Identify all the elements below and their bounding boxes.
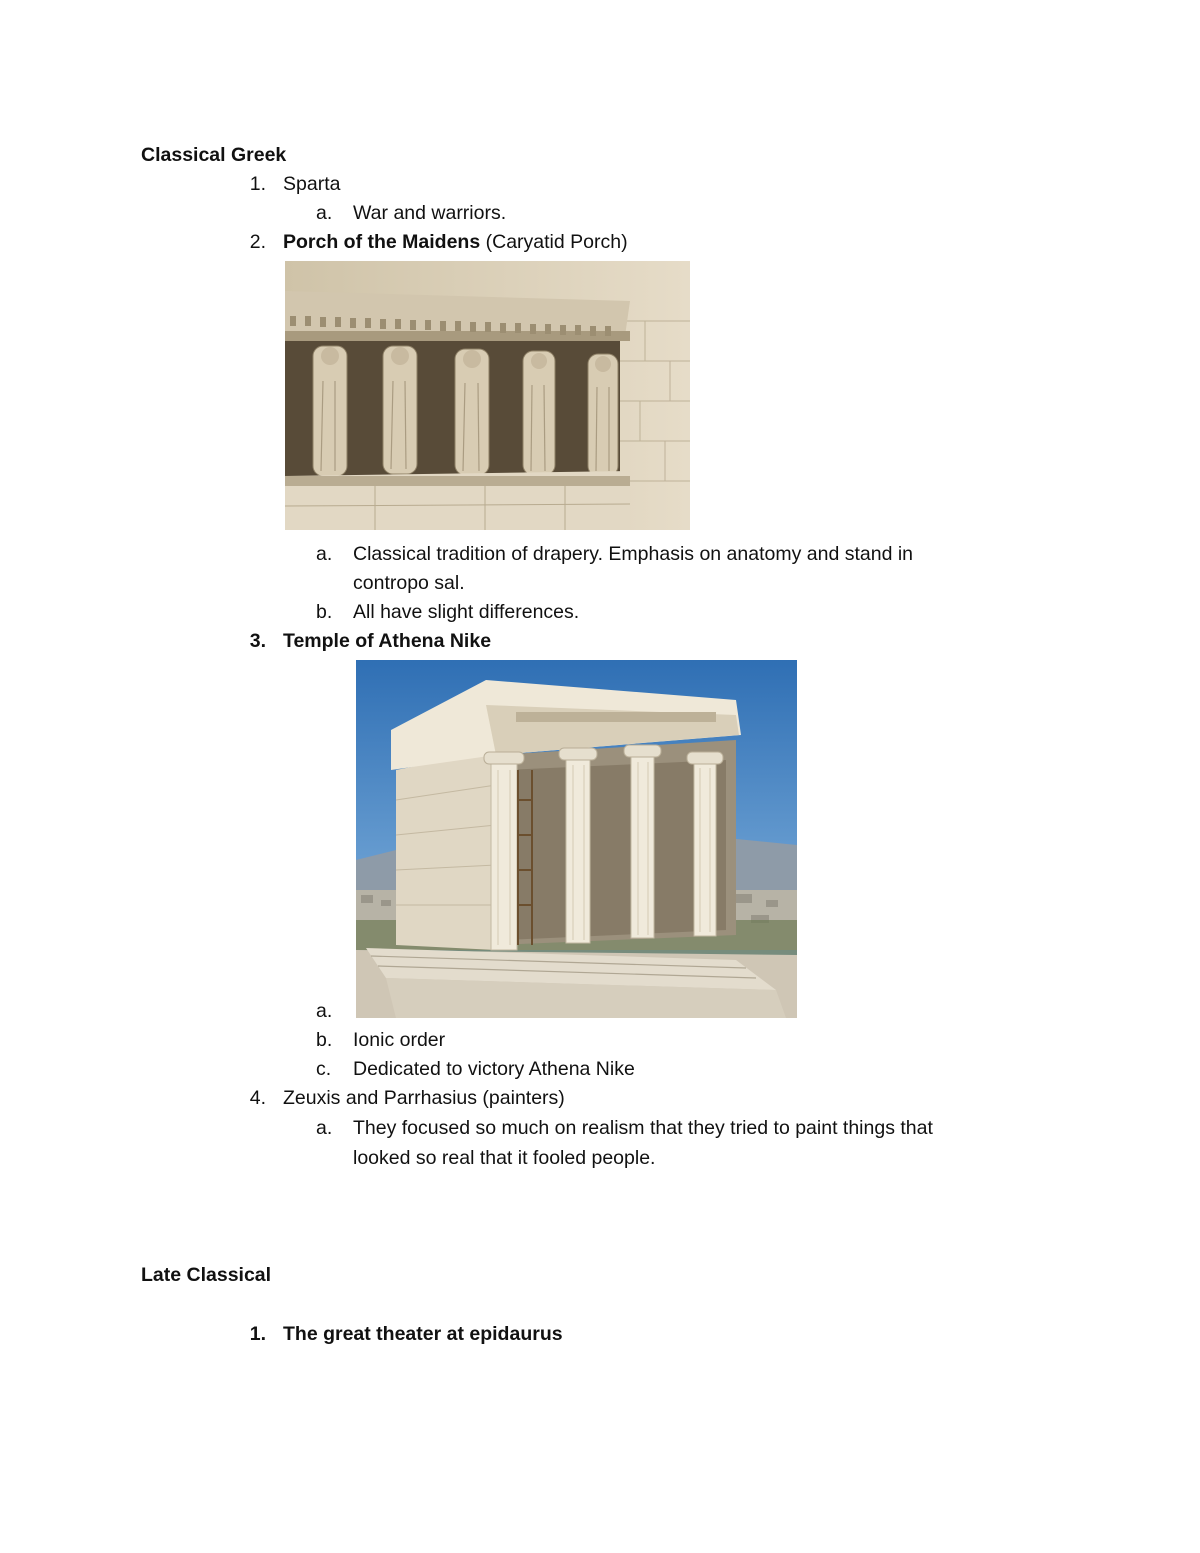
sublist-item: All have slight differences. xyxy=(353,601,580,623)
item-title-bold: Porch of the Maidens xyxy=(283,231,481,253)
sublist-marker: a. xyxy=(316,202,333,224)
list-number-1: 1. xyxy=(249,1323,266,1345)
list-number-2: 2. xyxy=(249,231,266,253)
item-title-rest: (Caryatid Porch) xyxy=(480,231,628,253)
sublist-marker: b. xyxy=(316,1029,333,1051)
list-item-sparta: Sparta xyxy=(283,173,341,195)
sublist-item: Dedicated to victory Athena Nike xyxy=(353,1058,635,1080)
sublist-item-continuation: contropo sal. xyxy=(353,572,465,594)
sublist-item: They focused so much on realism that they tried to paint things that xyxy=(353,1117,933,1139)
sublist-item-continuation: looked so real that it fooled people. xyxy=(353,1147,656,1169)
sublist-marker: a. xyxy=(316,1000,333,1022)
sublist-item: Ionic order xyxy=(353,1029,446,1051)
sublist-marker: a. xyxy=(316,543,333,565)
sublist-item: War and warriors. xyxy=(353,202,507,224)
list-number-3: 3. xyxy=(249,630,266,652)
sublist-item: Classical tradition of drapery. Emphasis on anatomy and stand in xyxy=(353,543,914,565)
sublist-marker: b. xyxy=(316,601,333,623)
section-heading-classical-greek: Classical Greek xyxy=(141,144,287,166)
temple-athena-nike-photo xyxy=(356,660,797,1018)
list-item-theater-epidaurus: The great theater at epidaurus xyxy=(283,1323,563,1345)
list-number-1: 1. xyxy=(249,173,266,195)
list-item-porch-of-maidens xyxy=(283,233,628,253)
sublist-marker: c. xyxy=(316,1058,332,1080)
porch-of-maidens-photo xyxy=(285,261,690,530)
sublist-marker: a. xyxy=(316,1117,333,1139)
section-heading-late-classical: Late Classical xyxy=(141,1264,272,1286)
list-number-4: 4. xyxy=(249,1087,266,1109)
list-item-zeuxis-parrhasius: Zeuxis and Parrhasius (painters) xyxy=(283,1087,565,1109)
list-item-temple-athena-nike: Temple of Athena Nike xyxy=(283,630,492,652)
